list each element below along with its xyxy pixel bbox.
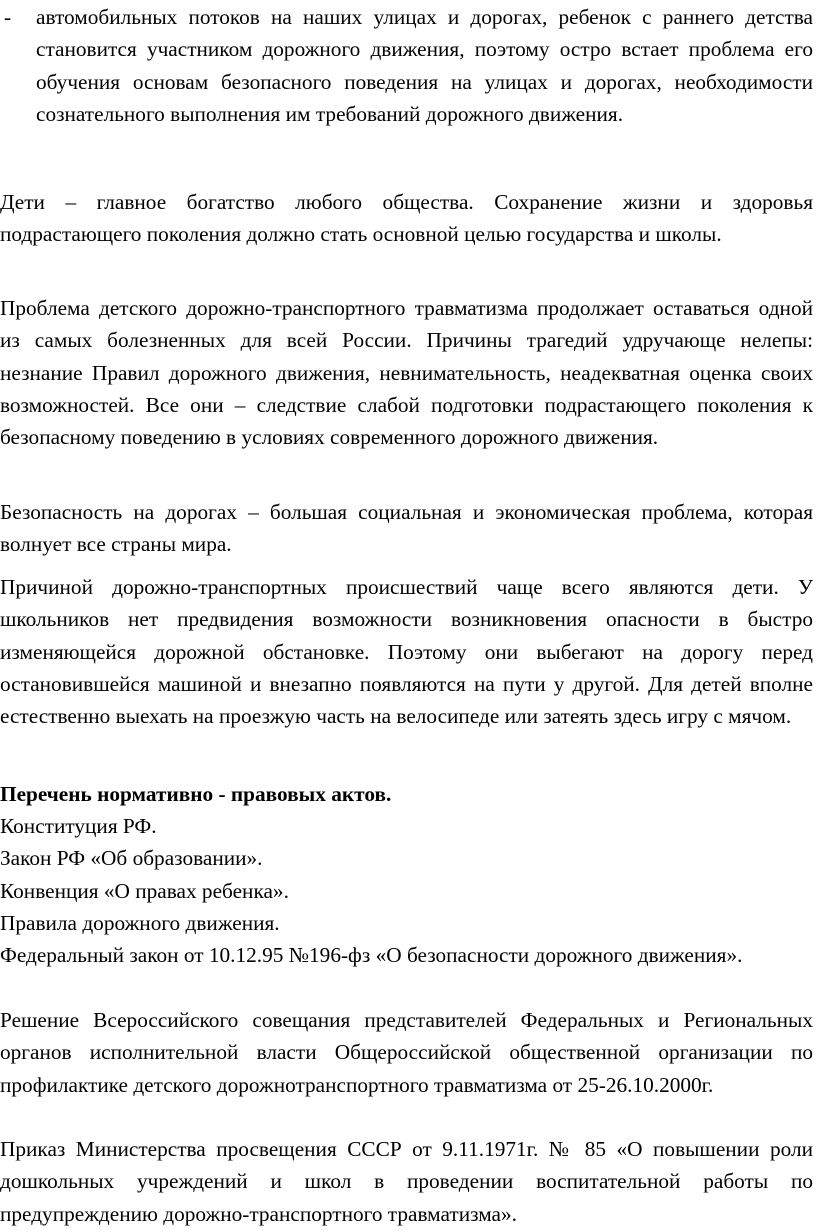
paragraph-accident-causes: Причиной дорожно-транспортных происшествий чаще всего являются дети. У школьников нет предвидения возможности возникновения опасности в быстро изменяющейся дорожной обстановке. Поэтому они выбегают на дорогу перед остановившейся машиной и внезапно появляются на пути у другой. Для детей вполне естественно выехать на проезжую часть на велосипеде или затеять здесь игру с мячом. (0, 575, 813, 729)
intro-dash-text: автомобильных потоков на наших улицах и дорогах, ребенок с раннего детства становится участником дорожного движения, поэтому остро встает проблема его обучения основам безопасного поведения на улицах и дорогах, необходимости сознательного выполнения им требований дорожного движения. (36, 5, 813, 126)
paragraph-road-safety: Безопасность на дорогах – большая социальная и экономическая проблема, которая волнует все страны мира. (0, 500, 813, 557)
paragraph-traffic-injury-problem: Проблема детского дорожно-транспортного травматизма продолжает оставаться одной из самых болезненных для всей России. Причины трагедий удручающе нелепы: незнание Правил дорожного движения, невнимательность, неадекватная оценка своих возможностей. Все они – следствие слабой подготовки подрастающего поколения к безопасному поведению в условиях современного дорожного движения. (0, 296, 813, 450)
legal-act-item: Правила дорожного движения. (0, 911, 280, 935)
legal-act-item: Федеральный закон от 10.12.95 №196-фз «О безопасности дорожного движения». (0, 943, 743, 967)
legal-acts-heading: Перечень нормативно - правовых актов. (0, 782, 392, 806)
dash-marker: - (4, 5, 12, 29)
legal-act-item: Конвенция «О правах ребенка». (0, 879, 289, 903)
legal-act-item: Конституция РФ. (0, 814, 157, 838)
paragraph-children-wealth: Дети – главное богатство любого общества. Сохранение жизни и здоровья подрастающего поколения должно стать основной целью государства и школы. (0, 190, 813, 247)
legal-act-item: Решение Всероссийского совещания представителей Федеральных и Региональных органов исполнительной власти Общероссийской общественной организации по профилактике детского дорожнотранспортного травматизма от 25-26.10.2000г. (0, 1008, 813, 1097)
legal-act-item: Закон РФ «Об образовании». (0, 846, 263, 870)
legal-act-item: Приказ Министерства просвещения СССР от 9.11.1971г. № 85 «О повышении роли дошкольных учреждений и школ в проведении воспитательной работы по предупреждению дорожно-транспортного травматизма». (0, 1137, 813, 1226)
intro-dash-item (0, 1, 816, 130)
